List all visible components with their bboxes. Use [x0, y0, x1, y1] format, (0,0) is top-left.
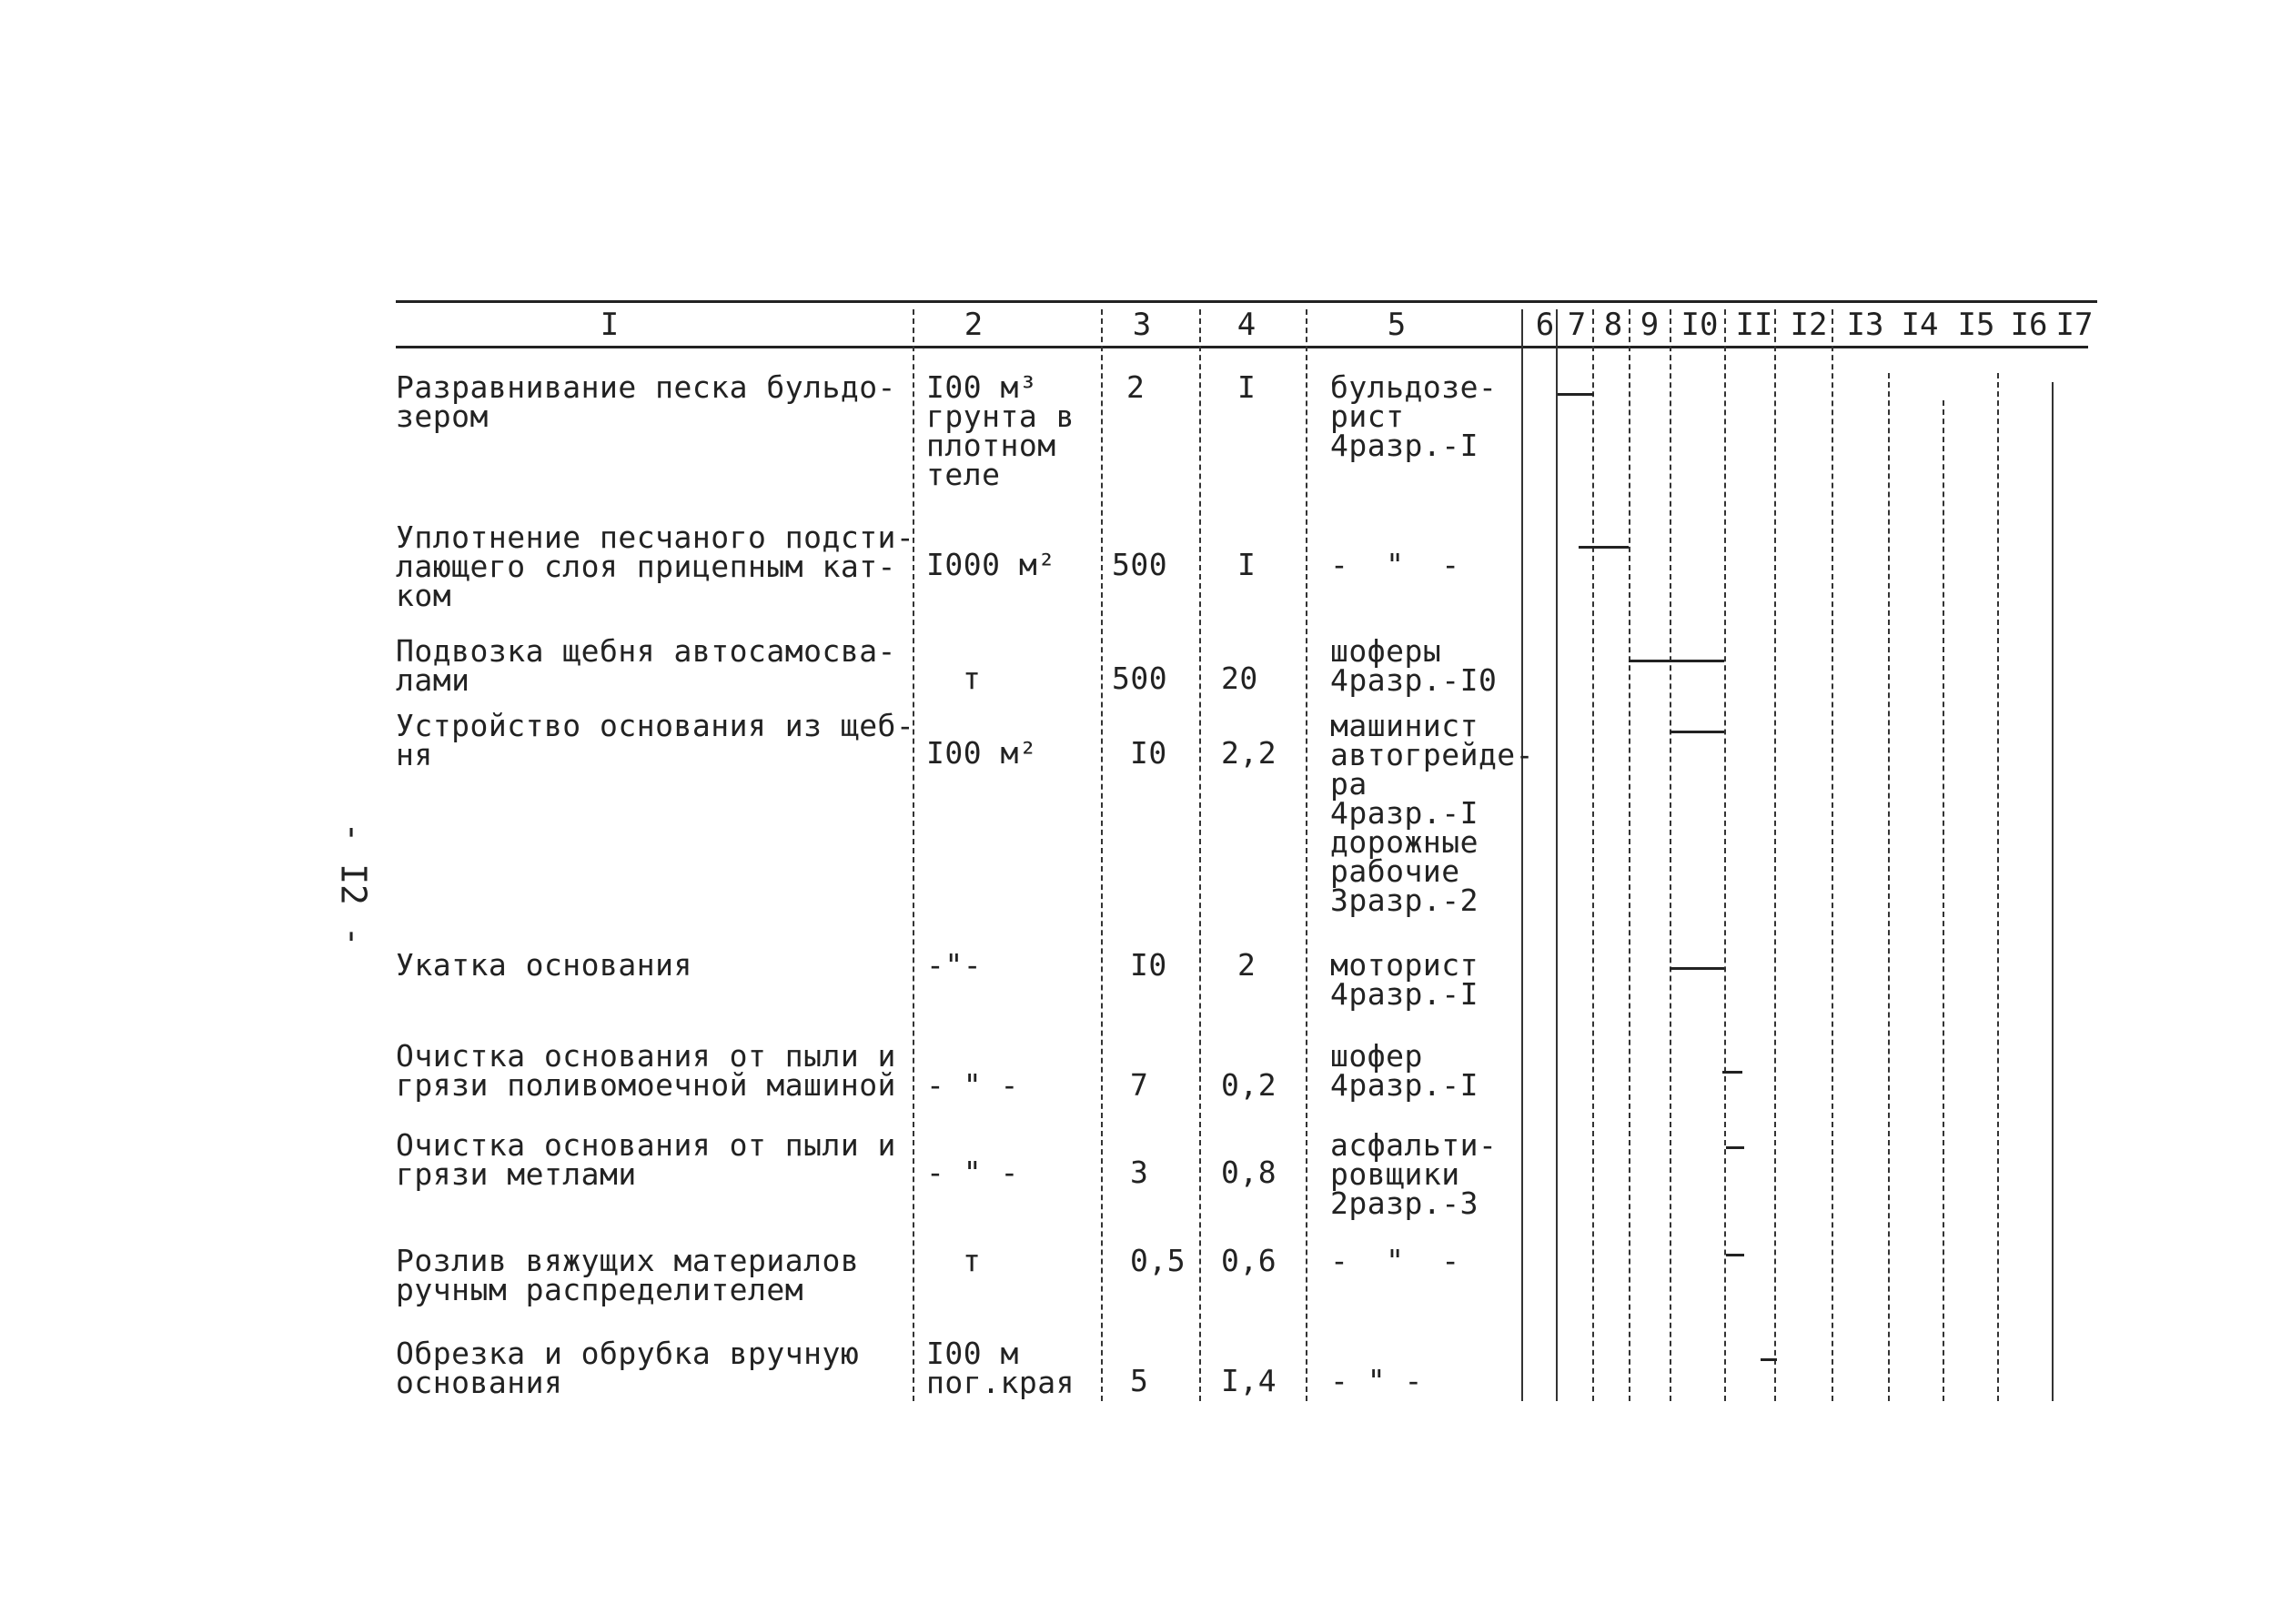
col-header-3: 3	[1132, 307, 1152, 343]
col-separator	[913, 309, 914, 1401]
unit: - " -	[926, 1155, 1019, 1190]
schedule-grid-line	[1592, 309, 1594, 1401]
work-name: Обрезка и обрубка вручную основания	[396, 1336, 860, 1400]
volume: 5	[1130, 1363, 1149, 1398]
col-header-10: I0	[1681, 307, 1719, 343]
schedule-bar	[1761, 1358, 1777, 1361]
labor: 2	[1237, 947, 1257, 983]
workers: - " -	[1330, 1363, 1423, 1398]
schedule-grid-line	[1556, 309, 1558, 1401]
page-number: - I2 -	[333, 822, 374, 947]
schedule-bar	[1670, 731, 1724, 733]
schedule-bar	[1726, 1146, 1744, 1149]
schedule-grid-line	[1724, 309, 1726, 1401]
col-separator	[1101, 309, 1103, 1401]
unit: I000 м²	[926, 547, 1056, 582]
work-name: Подвозка щебня автосамосва- лами	[396, 633, 896, 698]
labor: 0,8	[1221, 1155, 1277, 1190]
labor: I	[1237, 547, 1257, 582]
unit: - " -	[926, 1067, 1019, 1103]
col-header-9: 9	[1640, 307, 1660, 343]
schedule-grid-line	[2052, 382, 2054, 1401]
labor: I,4	[1221, 1363, 1277, 1398]
work-name: Очистка основания от пыли и грязи поливомоечной машиной	[396, 1038, 896, 1103]
work-name: Устройство основания из щеб- ня	[396, 708, 915, 772]
schedule-bar	[1558, 393, 1594, 396]
labor: 20	[1221, 661, 1258, 696]
schedule-grid-line	[1774, 309, 1776, 1401]
volume: 0,5	[1130, 1243, 1186, 1278]
volume: 7	[1130, 1067, 1149, 1103]
labor: 0,6	[1221, 1243, 1277, 1278]
col-header-8: 8	[1603, 307, 1623, 343]
volume: 500	[1112, 547, 1168, 582]
workers: асфальти- ровщики 2разр.-3	[1330, 1127, 1498, 1221]
labor: 2,2	[1221, 735, 1277, 771]
work-name: Разравнивание песка бульдо- зером	[396, 369, 896, 434]
work-name: Уплотнение песчаного подсти- лающего слоя прицепным кат- ком	[396, 519, 915, 613]
work-name: Очистка основания от пыли и грязи метлами	[396, 1127, 896, 1192]
col-header-4: 4	[1236, 307, 1257, 343]
work-name: Укатка основания	[396, 947, 692, 983]
col-separator	[1306, 309, 1307, 1401]
col-header-11: II	[1735, 307, 1773, 343]
col-header-5: 5	[1387, 307, 1407, 343]
labor: 0,2	[1221, 1067, 1277, 1103]
col-header-6: 6	[1535, 307, 1555, 343]
unit: I00 м³ грунта в плотном теле	[926, 369, 1075, 492]
unit: I00 м²	[926, 735, 1038, 771]
volume: I0	[1130, 947, 1167, 983]
col-header-13: I3	[1846, 307, 1884, 343]
volume: 500	[1112, 661, 1168, 696]
schedule-grid-line	[1888, 373, 1890, 1401]
workers: бульдозе- рист 4разр.-I	[1330, 369, 1498, 463]
schedule-bar	[1670, 967, 1724, 970]
col-header-2: 2	[964, 307, 984, 343]
header-bottom-rule	[396, 346, 2088, 348]
workers: шоферы 4разр.-I0	[1330, 633, 1498, 698]
col-header-15: I5	[1957, 307, 1995, 343]
workers: шофер 4разр.-I	[1330, 1038, 1479, 1103]
table-top-rule	[396, 300, 2097, 303]
unit: т	[963, 661, 982, 696]
col-header-17: I7	[2055, 307, 2094, 343]
schedule-bar	[1629, 660, 1724, 662]
volume: I0	[1130, 735, 1167, 771]
workers: моторист 4разр.-I	[1330, 947, 1479, 1012]
schedule-bar	[1722, 1071, 1742, 1074]
volume: 2	[1126, 369, 1146, 405]
schedule-bar	[1726, 1254, 1744, 1256]
schedule-grid-line	[1832, 309, 1833, 1401]
schedule-grid-line	[1670, 309, 1671, 1401]
schedule-grid-line	[1997, 373, 1999, 1401]
work-name: Розлив вяжущих материалов ручным распределителем	[396, 1243, 860, 1307]
labor: I	[1237, 369, 1257, 405]
schedule-bar	[1579, 546, 1629, 549]
schedule-grid-line	[1943, 400, 1944, 1401]
col-header-14: I4	[1901, 307, 1939, 343]
col-header-1: I	[600, 307, 620, 343]
volume: 3	[1130, 1155, 1149, 1190]
unit: -"-	[926, 947, 983, 983]
col-header-7: 7	[1567, 307, 1587, 343]
col-header-16: I6	[2010, 307, 2048, 343]
workers: - " -	[1330, 547, 1460, 582]
workers: - " -	[1330, 1243, 1460, 1278]
unit: I00 м пог.края	[926, 1336, 1075, 1400]
col-header-12: I2	[1790, 307, 1828, 343]
col-separator	[1199, 309, 1201, 1401]
schedule-grid-line	[1629, 309, 1630, 1401]
workers: машинист автогрейде- ра 4разр.-I дорожные рабочие 3разр.-2	[1330, 708, 1535, 918]
unit: т	[963, 1243, 982, 1278]
